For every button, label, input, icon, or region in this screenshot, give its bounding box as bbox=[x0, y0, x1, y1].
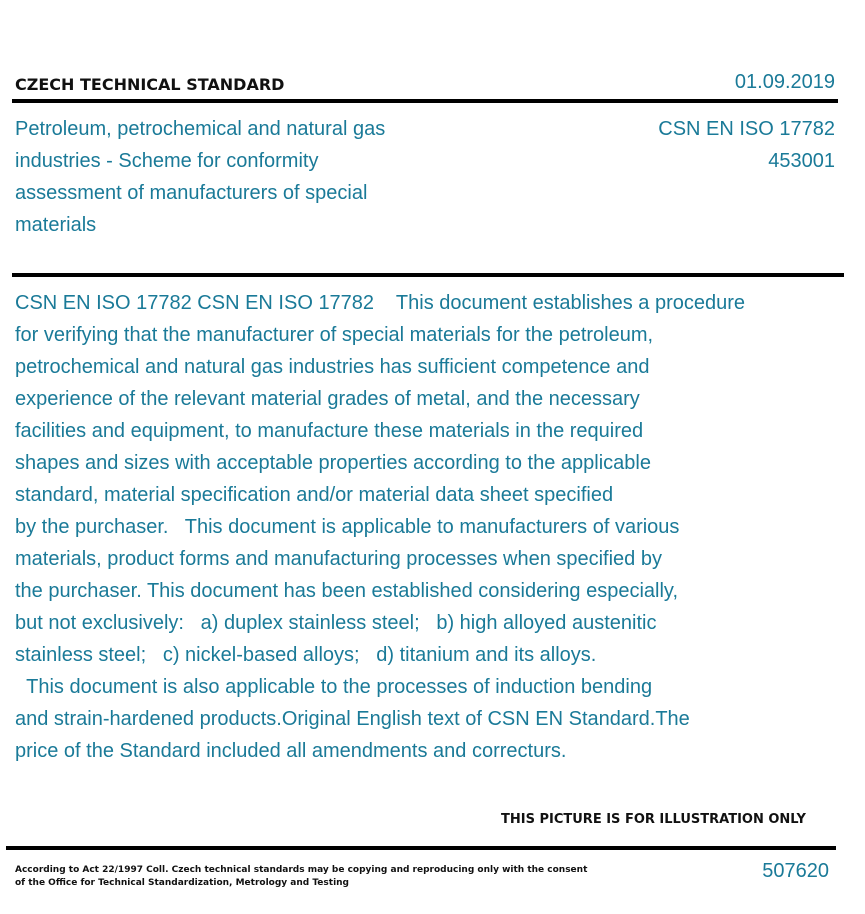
document-header-title: CZECH TECHNICAL STANDARD bbox=[15, 75, 285, 94]
class-number: 453001 bbox=[768, 150, 835, 172]
footer-divider bbox=[6, 846, 836, 850]
section-divider bbox=[12, 273, 844, 277]
publication-date: 01.09.2019 bbox=[734, 71, 835, 93]
standard-subject: Petroleum, petrochemical and natural gas industries - Scheme for conformity assessment of manufacturers of special materials bbox=[15, 118, 386, 236]
standard-codes bbox=[658, 113, 835, 177]
legal-notice: According to Act 22/1997 Coll. Czech technical standards may be copying and reproducing only with the consent of the Office for Technical Standardization, Metrology and Testing bbox=[15, 865, 588, 888]
standard-description: CSN EN ISO 17782 CSN EN ISO 17782 This document establishes a procedure for verifying that the manufacturer of special materials for the petroleum, petrochemical and natural gas industries has sufficient competence and experience of the relevant material grades of metal, and the necessary facilities and equipment, to manufacture these materials in the required shapes and sizes with acceptable properties according to the applicable standard, material specification and/or material data sheet specified by the purchaser. This document is applicable to manufacturers of various materials, product forms and manufacturing processes when specified by the purchaser. This document has been established considering especially, but not exclusively: a) duplex stainless steel; b) high alloyed austenitic stainless steel; c) nickel-based alloys; d) titanium and its alloys. This document is also applicable to the processes of induction bending and strain-hardened products.Original English text of CSN EN Standard.The price of the Standard included all amendments and correcturs. bbox=[15, 292, 745, 762]
header-divider bbox=[12, 99, 838, 103]
catalog-number: 507620 bbox=[762, 860, 829, 882]
standard-code: CSN EN ISO 17782 bbox=[658, 118, 835, 140]
illustration-notice: THIS PICTURE IS FOR ILLUSTRATION ONLY bbox=[501, 812, 806, 827]
